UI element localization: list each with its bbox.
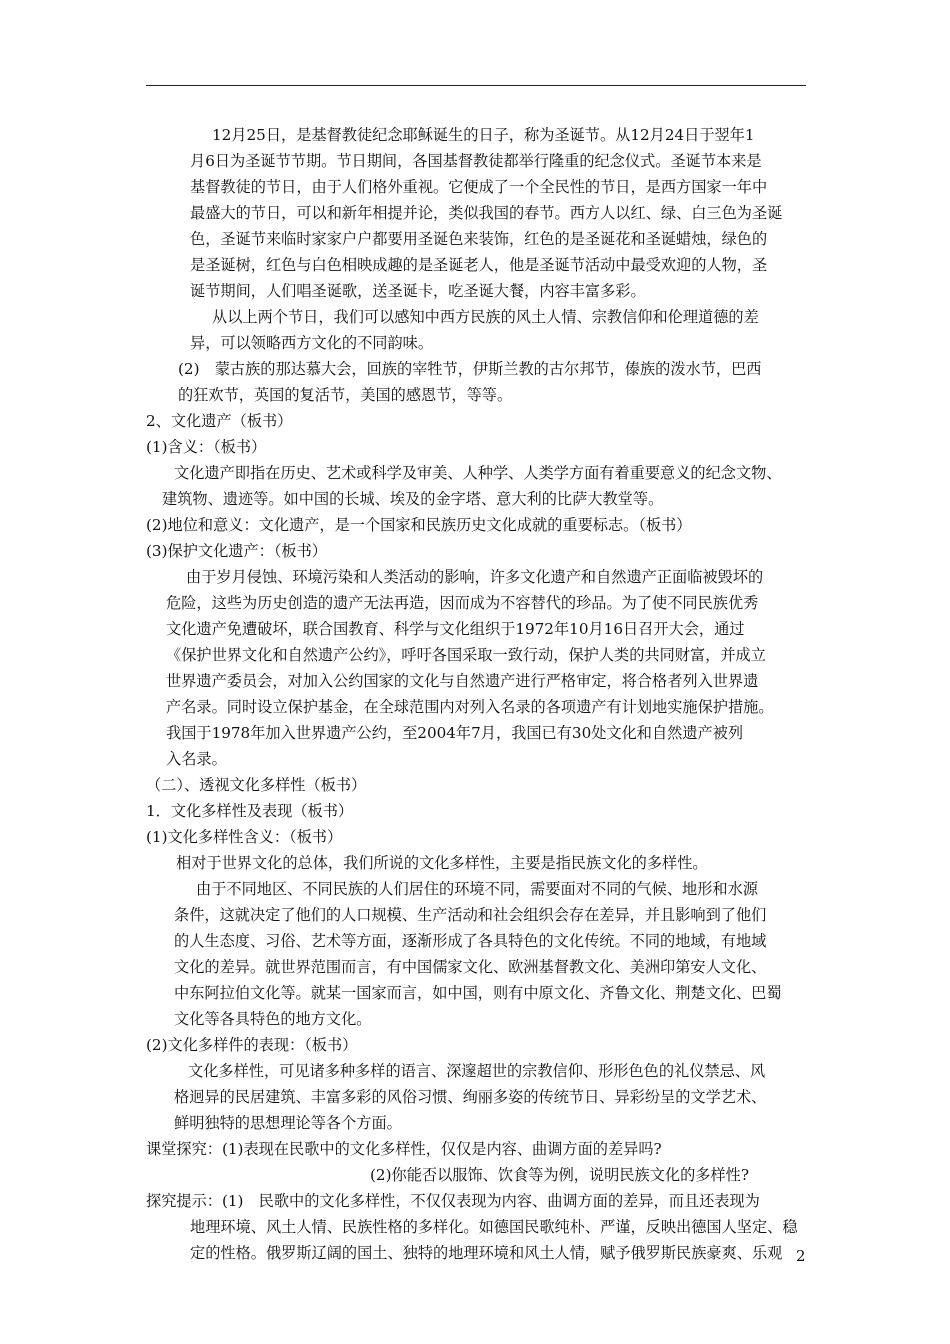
section-heading: （二）、透视文化多样性（板书） bbox=[146, 776, 367, 794]
header-rule bbox=[146, 85, 806, 86]
subheading: (2)文化多样件的表现：（板书） bbox=[146, 1036, 358, 1054]
text-line: 诞节期间，人们唱圣诞歌，送圣诞卡，吃圣诞大餐，内容丰富多彩。 bbox=[190, 282, 646, 300]
text-line: 异，可以领略西方文化的不同韵味。 bbox=[190, 334, 433, 352]
text-line: 从以上两个节日，我们可以感知中西方民族的风土人情、宗教信仰和伦理道德的差 bbox=[212, 308, 759, 326]
text-line: 探究提示：(1) 民歌中的文化多样性，不仅仅表现为内容、曲调方面的差异，而且还表现为 bbox=[146, 1192, 760, 1210]
text-line: 危险，这些为历史创造的遗产无法再造，因而成为不容替代的珍品。为了使不同民族优秀 bbox=[166, 594, 759, 612]
text-line: 的人生态度、习俗、艺术等方面，逐渐形成了各具特色的文化传统。不同的地域，有地域 bbox=[174, 932, 767, 950]
text-line: 课堂探究：(1)表现在民歌中的文化多样性，仅仅是内容、曲调方面的差异吗? bbox=[146, 1140, 662, 1158]
text-line: 条件，这就决定了他们的人口规模、生产活动和社会组织会存在差异，并且影响到了他们 bbox=[174, 906, 767, 924]
subheading: (1)文化多样性含义：（板书） bbox=[146, 828, 343, 846]
subheading: (2)地位和意义：文化遗产，是一个国家和民族历史文化成就的重要标志。（板书） bbox=[146, 516, 692, 534]
text-line: (2)你能否以服饰、饮食等为例，说明民族文化的多样性? bbox=[370, 1166, 749, 1184]
page-number: 2 bbox=[796, 1247, 806, 1265]
text-line: 由于岁月侵蚀、环境污染和人类活动的影响，许多文化遗产和自然遗产正面临被毁坏的 bbox=[186, 568, 764, 586]
text-line: 文化的差异。就世界范围而言，有中国儒家文化、欧洲基督教文化、美洲印第安人文化、 bbox=[174, 958, 767, 976]
text-line: 定的性格。俄罗斯辽阔的国土、独特的地理环境和风土人情，赋予俄罗斯民族豪爽、乐观 bbox=[190, 1244, 783, 1262]
text-line: 入名录。 bbox=[166, 750, 227, 768]
text-line: 世界遗产委员会，对加入公约国家的文化与自然遗产进行严格审定，将合格者列入世界遗 bbox=[166, 672, 759, 690]
text-line: 12月25日，是基督教徒纪念耶稣诞生的日子，称为圣诞节。从12月24日于翌年1 bbox=[212, 126, 755, 144]
text-line: 地理环境、风土人情、民族性格的多样化。如德国民歌纯朴、严谨，反映出德国人坚定、稳 bbox=[190, 1218, 798, 1236]
text-line: 格迥异的民居建筑、丰富多彩的风俗习惯、绚丽多姿的传统节日、异彩纷呈的文学艺术、 bbox=[174, 1088, 767, 1106]
text-line: 鲜明独特的思想理论等各个方面。 bbox=[174, 1114, 402, 1132]
text-line: 我国于1978年加入世界遗产公约，至2004年7月，我国已有30处文化和自然遗产被列 bbox=[166, 724, 744, 742]
text-line: 文化遗产即指在历史、艺术或科学及审美、人种学、人类学方面有着重要意义的纪念文物、 bbox=[174, 464, 782, 482]
text-line: 相对于世界文化的总体，我们所说的文化多样性，主要是指民族文化的多样性。 bbox=[176, 854, 708, 872]
text-line: 文化多样性，可见诸多种多样的语言、深邃超世的宗教信仰、形形色色的礼仪禁忌、风 bbox=[188, 1062, 766, 1080]
text-line: 《保护世界文化和自然遗产公约》，呼吁各国采取一致行动，保护人类的共同财富，并成立 bbox=[166, 646, 766, 664]
text-line: 的狂欢节，英国的复活节，美国的感恩节，等等。 bbox=[178, 386, 513, 404]
text-line: 建筑物、遗迹等。如中国的长城、埃及的金字塔、意大利的比萨大教堂等。 bbox=[162, 490, 664, 508]
text-line: 最盛大的节日，可以和新年相提并论，类似我国的春节。西方人以红、绿、白三色为圣诞 bbox=[190, 204, 783, 222]
text-line: 是圣诞树，红色与白色相映成趣的是圣诞老人，他是圣诞节活动中最受欢迎的人物，圣 bbox=[190, 256, 768, 274]
subheading: 1．文化多样性及表现（板书） bbox=[146, 802, 354, 820]
text-line: 文化遗产免遭破坏，联合国教育、科学与文化组织于1972年10月16日召开大会，通过 bbox=[166, 620, 745, 638]
text-line: (2) 蒙古族的那达慕大会，回族的宰牲节，伊斯兰教的古尔邦节，傣族的泼水节，巴西 bbox=[178, 360, 762, 378]
text-line: 文化等各具特色的地方文化。 bbox=[174, 1010, 372, 1028]
text-line: 色，圣诞节来临时家家户户都要用圣诞色来装饰，红色的是圣诞花和圣诞蜡烛，绿色的 bbox=[190, 230, 768, 248]
section-heading: 2、文化遗产（板书） bbox=[146, 412, 293, 430]
subheading: (3)保护文化遗产：（板书） bbox=[146, 542, 327, 560]
text-line: 月6日为圣诞节节期。节日期间，各国基督教徒都举行隆重的纪念仪式。圣诞节本来是 bbox=[190, 152, 762, 170]
text-line: 基督教徒的节日，由于人们格外重视。它便成了一个全民性的节日，是西方国家一年中 bbox=[190, 178, 768, 196]
subheading: (1)含义：（板书） bbox=[146, 438, 267, 456]
text-line: 由于不同地区、不同民族的人们居住的环境不同，需要面对不同的气候、地形和水源 bbox=[196, 880, 758, 898]
text-line: 产名录。同时设立保护基金，在全球范围内对列入名录的各项遗产有计划地实施保护措施。 bbox=[166, 698, 774, 716]
text-line: 中东阿拉伯文化等。就某一国家而言，如中国，则有中原文化、齐鲁文化、荆楚文化、巴蜀 bbox=[174, 984, 782, 1002]
